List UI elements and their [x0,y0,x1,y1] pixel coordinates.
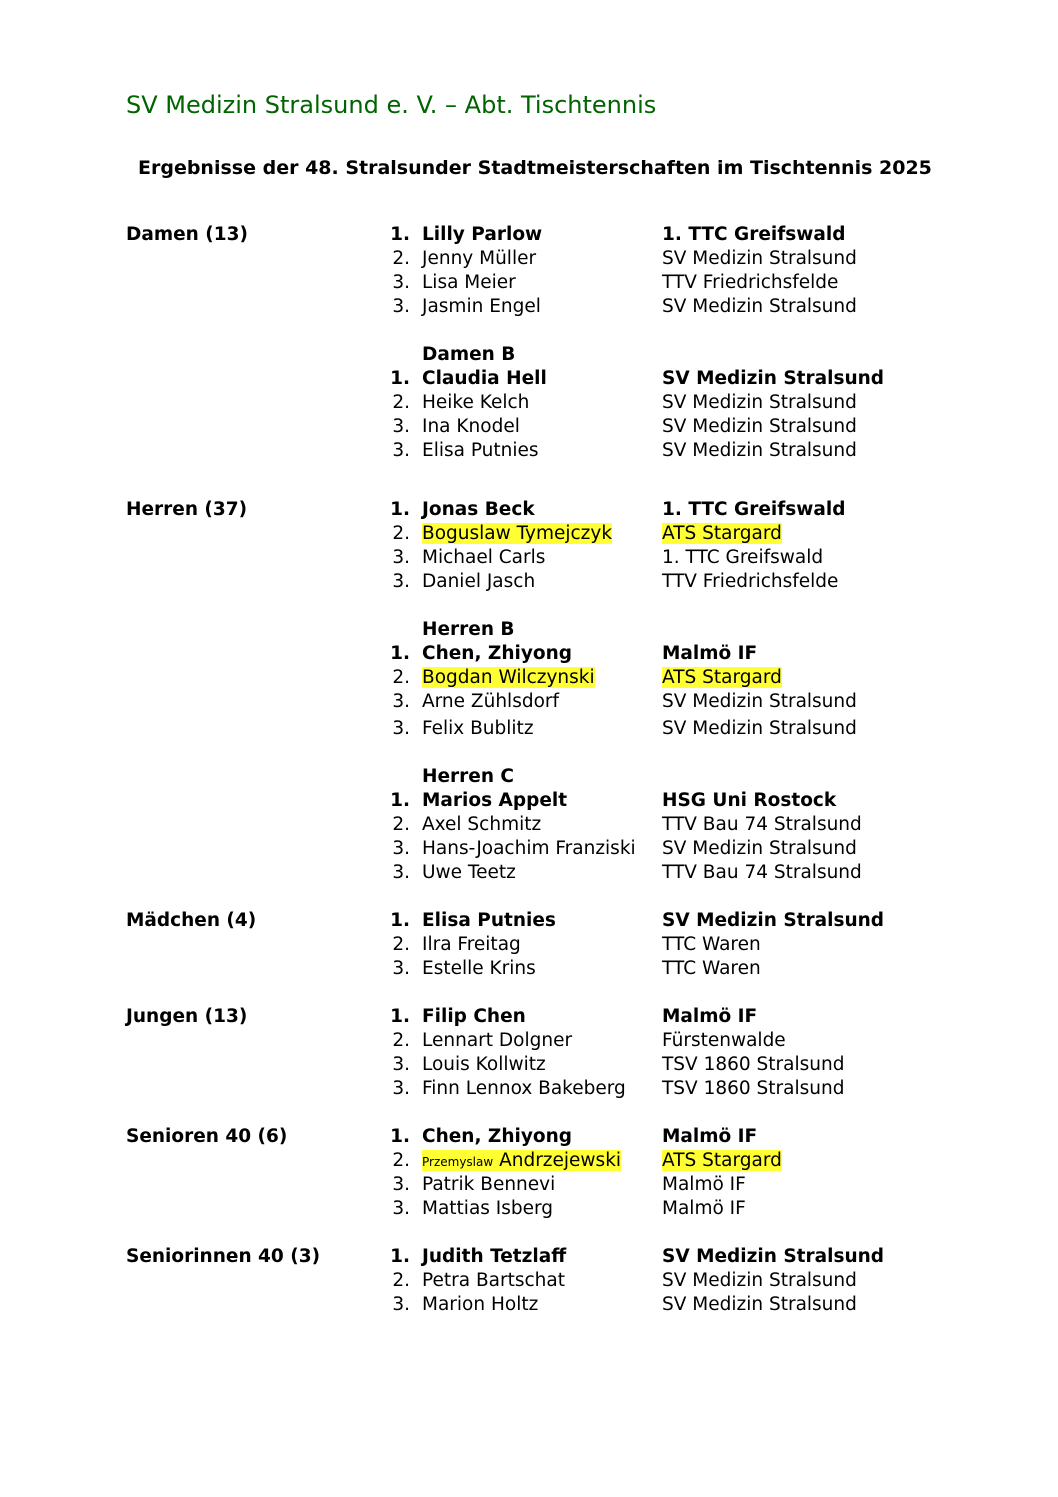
player-name-text: Louis Kollwitz [422,1054,546,1075]
place-number: 3. [392,440,410,461]
player-name-text: Estelle Krins [422,958,536,979]
result-row [0,223,1058,247]
result-row [0,295,1058,319]
player-name [422,1269,565,1293]
player-name-text: Jonas Beck [422,499,535,520]
place-number: 1. [390,1126,410,1147]
club-name-text: Fürstenwalde [662,1030,786,1051]
player-name-text: Lilly Parlow [422,224,543,245]
player-name [422,391,529,415]
place-number: 3. [392,1198,410,1219]
club-name [662,1125,757,1149]
result-row [0,367,1058,391]
club-name-text: ATS Stargard [662,1150,782,1171]
player-name-text: Claudia Hell [422,368,547,389]
result-row [0,247,1058,271]
club-name [662,717,857,741]
place-number: 3. [392,296,410,317]
result-row [0,1077,1058,1101]
subcategory-label [422,765,514,789]
club-name [662,1149,782,1173]
place-number: 3. [392,718,410,739]
club-name-text: 1. TTC Greifswald [662,224,846,245]
player-name [422,1293,538,1317]
club-name-text: SV Medizin Stralsund [662,718,857,739]
player-name-text: Ina Knodel [422,416,520,437]
result-row [0,618,1058,642]
club-name-text: Malmö IF [662,1126,758,1147]
player-name [422,933,521,957]
player-name-text: Felix Bublitz [422,718,534,739]
player-name [422,1005,526,1029]
player-name [422,1125,572,1149]
place-number: 2. [392,248,410,269]
club-name-text: SV Medizin Stralsund [662,1294,857,1315]
player-name-text: Damen B [422,344,516,365]
place-number: 3. [392,838,410,859]
category-label: Jungen (13) [126,1006,248,1027]
player-name-text: Ilra Freitag [422,934,521,955]
club-name-text: ATS Stargard [662,667,782,688]
player-name-text: Finn Lennox Bakeberg [422,1078,626,1099]
player-name-text: Lisa Meier [422,272,516,293]
player-name [422,570,535,594]
player-name [422,546,545,570]
club-name [662,1005,757,1029]
place-number: 3. [392,862,410,883]
club-name [662,813,862,837]
player-name [422,522,612,546]
player-name-text: Michael Carls [422,547,546,568]
player-name-text: Chen, Zhiyong [422,643,573,664]
club-name-text: SV Medizin Stralsund [662,296,857,317]
club-name [662,367,884,391]
result-row [0,813,1058,837]
player-name-text: Lennart Dolgner [422,1030,573,1051]
club-name-text: SV Medizin Stralsund [662,910,885,931]
club-name-text: 1. TTC Greifswald [662,499,846,520]
club-name [662,522,782,546]
club-name [662,223,845,247]
club-name [662,1269,857,1293]
player-name-text: Marion Holtz [422,1294,539,1315]
club-name-text: SV Medizin Stralsund [662,1246,885,1267]
player-name-text: Heike Kelch [422,392,530,413]
player-name-text: Patrik Bennevi [422,1174,556,1195]
club-name [662,1053,844,1077]
result-row [0,666,1058,690]
player-name [422,813,541,837]
result-row [0,933,1058,957]
player-name [422,1053,546,1077]
result-row [0,765,1058,789]
player-name [422,789,567,813]
club-name-text: Malmö IF [662,1006,758,1027]
club-name [662,271,838,295]
category-label: Seniorinnen 40 (3) [126,1246,321,1267]
category-label: Damen (13) [126,224,248,245]
player-name-text: Elisa Putnies [422,440,539,461]
result-row [0,546,1058,570]
place-number: 1. [390,910,410,931]
club-name-text: 1. TTC Greifswald [662,547,824,568]
player-name [422,295,541,319]
club-name [662,789,836,813]
place-number: 1. [390,499,410,520]
player-name-text: Hans-Joachim Franziski [422,838,636,859]
club-name [662,570,838,594]
player-name [422,957,536,981]
club-name-text: TSV 1860 Stralsund [662,1054,845,1075]
player-name-text: Bogdan Wilczynski [422,667,595,688]
place-number: 3. [392,272,410,293]
player-name [422,861,516,885]
place-number: 3. [392,547,410,568]
club-name [662,295,857,319]
result-row [0,343,1058,367]
result-row [0,861,1058,885]
place-number: 1. [390,643,410,664]
place-number: 2. [392,814,410,835]
category-label: Herren (37) [126,499,248,520]
player-name-text: Marios Appelt [422,790,568,811]
place-number: 2. [392,934,410,955]
result-row [0,1149,1058,1173]
player-name [422,223,542,247]
player-name-text: Daniel Jasch [422,571,536,592]
player-name [422,1077,626,1101]
club-name [662,1077,844,1101]
club-name [662,666,782,690]
place-number: 1. [390,368,410,389]
player-name [422,1149,621,1174]
result-row [0,271,1058,295]
club-name-text: TSV 1860 Stralsund [662,1078,845,1099]
player-name-text: Elisa Putnies [422,910,556,931]
club-name-text: SV Medizin Stralsund [662,838,857,859]
result-row [0,642,1058,666]
player-name-text: Boguslaw Tymejczyk [422,523,613,544]
page-title: SV Medizin Stralsund e. V. – Abt. Tischtennis [126,91,657,119]
place-number: 3. [392,958,410,979]
player-name [422,909,556,933]
club-name [662,415,857,439]
club-name [662,439,857,463]
club-name-text: TTC Waren [662,958,761,979]
place-number: 2. [392,392,410,413]
result-row [0,909,1058,933]
club-name-text: SV Medizin Stralsund [662,440,857,461]
player-name [422,1029,572,1053]
player-name [422,367,547,391]
club-name [662,957,761,981]
club-name [662,1197,746,1221]
player-name [422,837,636,861]
club-name-text: SV Medizin Stralsund [662,368,885,389]
place-number: 3. [392,1174,410,1195]
place-number: 1. [390,1006,410,1027]
club-name [662,642,757,666]
club-name [662,909,884,933]
player-name [422,717,534,741]
page-subtitle: Ergebnisse der 48. Stralsunder Stadtmeisterschaften im Tischtennis 2025 [138,157,932,179]
club-name-text: TTV Bau 74 Stralsund [662,862,862,883]
player-name-text: Uwe Teetz [422,862,516,883]
subcategory-label [422,618,515,642]
player-name-text: Jasmin Engel [422,296,541,317]
player-name-text: Andrzejewski [499,1150,622,1171]
club-name-text: TTV Bau 74 Stralsund [662,814,862,835]
result-row [0,1005,1058,1029]
result-row [0,1197,1058,1221]
result-row [0,1293,1058,1317]
club-name-text: Malmö IF [662,1174,746,1195]
player-name [422,690,559,714]
place-number: 3. [392,1294,410,1315]
result-row [0,789,1058,813]
club-name-text: SV Medizin Stralsund [662,1270,857,1291]
player-name-text: Jenny Müller [422,248,537,269]
place-number: 3. [392,1078,410,1099]
player-name [422,415,520,439]
player-name [422,247,536,271]
club-name-text: HSG Uni Rostock [662,790,837,811]
player-name [422,1173,555,1197]
club-name-text: SV Medizin Stralsund [662,691,857,712]
place-number: 1. [390,1246,410,1267]
result-row [0,717,1058,741]
club-name [662,391,857,415]
result-row [0,1053,1058,1077]
club-name [662,247,857,271]
place-number: 1. [390,224,410,245]
club-name [662,861,862,885]
player-name-text: Axel Schmitz [422,814,542,835]
player-name-text: Petra Bartschat [422,1270,565,1291]
player-name-text: Mattias Isberg [422,1198,554,1219]
player-name-text: Judith Tetzlaff [422,1246,567,1267]
result-row [0,957,1058,981]
result-row [0,391,1058,415]
player-name [422,666,595,690]
place-number: 2. [392,523,410,544]
club-name-text: SV Medizin Stralsund [662,416,857,437]
result-row [0,1173,1058,1197]
result-row [0,690,1058,714]
place-number: 2. [392,1270,410,1291]
result-row [0,837,1058,861]
result-row [0,1125,1058,1149]
player-name [422,271,516,295]
player-name [422,439,539,463]
player-name-text: Filip Chen [422,1006,526,1027]
result-row [0,1029,1058,1053]
place-number: 2. [392,667,410,688]
club-name [662,690,857,714]
subcategory-label [422,343,515,367]
place-number: 3. [392,1054,410,1075]
club-name [662,933,761,957]
player-name-text: Chen, Zhiyong [422,1126,573,1147]
club-name-text: Malmö IF [662,1198,746,1219]
club-name-text: TTV Friedrichsfelde [662,272,839,293]
club-name-text: ATS Stargard [662,523,782,544]
club-name-text: SV Medizin Stralsund [662,392,857,413]
place-number: 3. [392,691,410,712]
player-name [422,642,572,666]
club-name [662,1245,884,1269]
result-row [0,522,1058,546]
place-number: 3. [392,571,410,592]
club-name [662,498,845,522]
player-name-text: Herren C [422,766,515,787]
player-name-text: Herren B [422,619,515,640]
player-name [422,1245,566,1269]
club-name [662,546,823,570]
category-label: Mädchen (4) [126,910,257,931]
result-row [0,415,1058,439]
player-first-name: Przemyslaw [422,1155,494,1169]
category-label: Senioren 40 (6) [126,1126,288,1147]
result-row [0,498,1058,522]
club-name [662,1293,857,1317]
club-name-text: TTV Friedrichsfelde [662,571,839,592]
club-name [662,1029,786,1053]
place-number: 2. [392,1030,410,1051]
place-number: 1. [390,790,410,811]
club-name-text: SV Medizin Stralsund [662,248,857,269]
player-name [422,1197,553,1221]
club-name-text: Malmö IF [662,643,758,664]
result-row [0,1269,1058,1293]
place-number: 2. [392,1150,410,1171]
player-name-text: Arne Zühlsdorf [422,691,560,712]
place-number: 3. [392,416,410,437]
club-name [662,837,857,861]
player-name [422,498,535,522]
result-row [0,439,1058,463]
result-row [0,570,1058,594]
club-name-text: TTC Waren [662,934,761,955]
club-name [662,1173,746,1197]
result-row [0,1245,1058,1269]
